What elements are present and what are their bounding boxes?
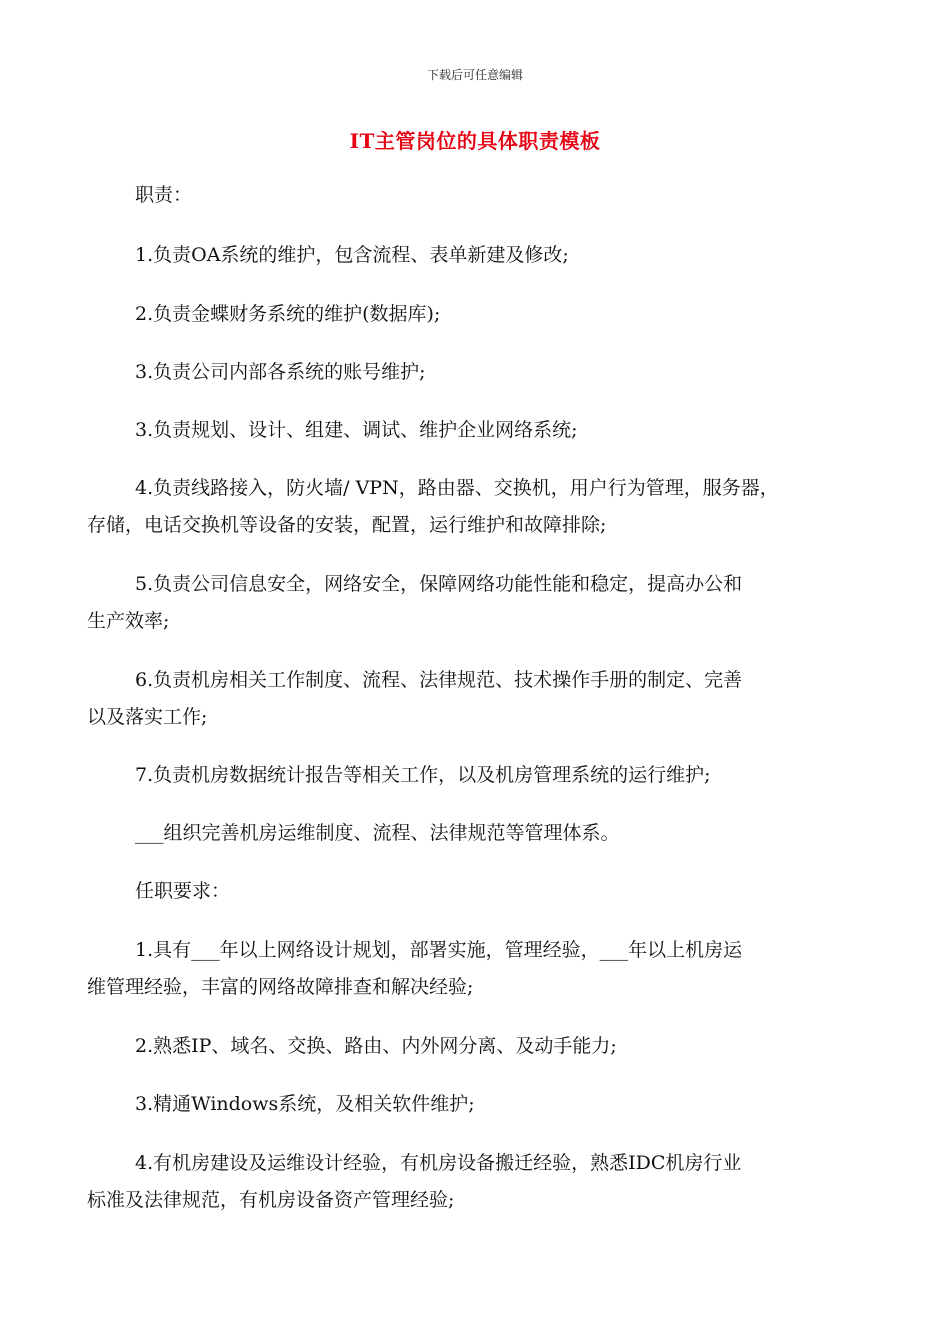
duty-item-3b: 3.负责规划、设计、组建、调试、维护企业网络系统; (135, 419, 578, 441)
duty-item-2: 2.负责金蝶财务系统的维护(数据库); (135, 303, 441, 325)
duty-item-7: 7.负责机房数据统计报告等相关工作，以及机房管理系统的运行维护; (135, 764, 711, 786)
requirement-item-3: 3.精通Windows系统，及相关软件维护; (135, 1093, 475, 1115)
requirement-item-2: 2.熟悉IP、域名、交换、路由、内外网分离、及动手能力; (135, 1035, 617, 1057)
duty-item-3a: 3.负责公司内部各系统的账号维护; (135, 361, 426, 383)
requirement-item-1-line2: 维管理经验，丰富的网络故障排查和解决经验; (87, 976, 474, 998)
header-note: 下载后可任意编辑 (426, 68, 523, 82)
duty-item-8: ___组织完善机房运维制度、流程、法律规范等管理体系。 (135, 822, 620, 844)
duty-item-1: 1.负责OA系统的维护，包含流程、表单新建及修改; (135, 244, 569, 266)
duty-item-4-line2: 存储，电话交换机等设备的安装，配置，运行维护和故障排除; (87, 514, 607, 536)
duty-item-4-line1: 4.负责线路接入，防火墙/ VPN，路由器、交换机，用户行为管理，服务器， (135, 477, 779, 499)
duty-item-5-line1: 5.负责公司信息安全，网络安全，保障网络功能性能和稳定，提高办公和 (135, 573, 743, 595)
duty-item-6-line2: 以及落实工作; (87, 706, 208, 728)
section-heading-duties: 职责： (135, 184, 193, 206)
duty-item-5-line2: 生产效率; (87, 610, 170, 632)
document-title: IT主管岗位的具体职责模板 (349, 129, 601, 153)
section-heading-requirements: 任职要求： (135, 880, 231, 902)
duty-item-6-line1: 6.负责机房相关工作制度、流程、法律规范、技术操作手册的制定、完善 (135, 669, 743, 691)
requirement-item-4-line2: 标准及法律规范，有机房设备资产管理经验; (87, 1189, 455, 1211)
requirement-item-4-line1: 4.有机房建设及运维设计经验，有机房设备搬迁经验，熟悉IDC机房行业 (135, 1152, 742, 1174)
requirement-item-1-line1: 1.具有___年以上网络设计规划，部署实施，管理经验，___年以上机房运 (135, 939, 743, 961)
